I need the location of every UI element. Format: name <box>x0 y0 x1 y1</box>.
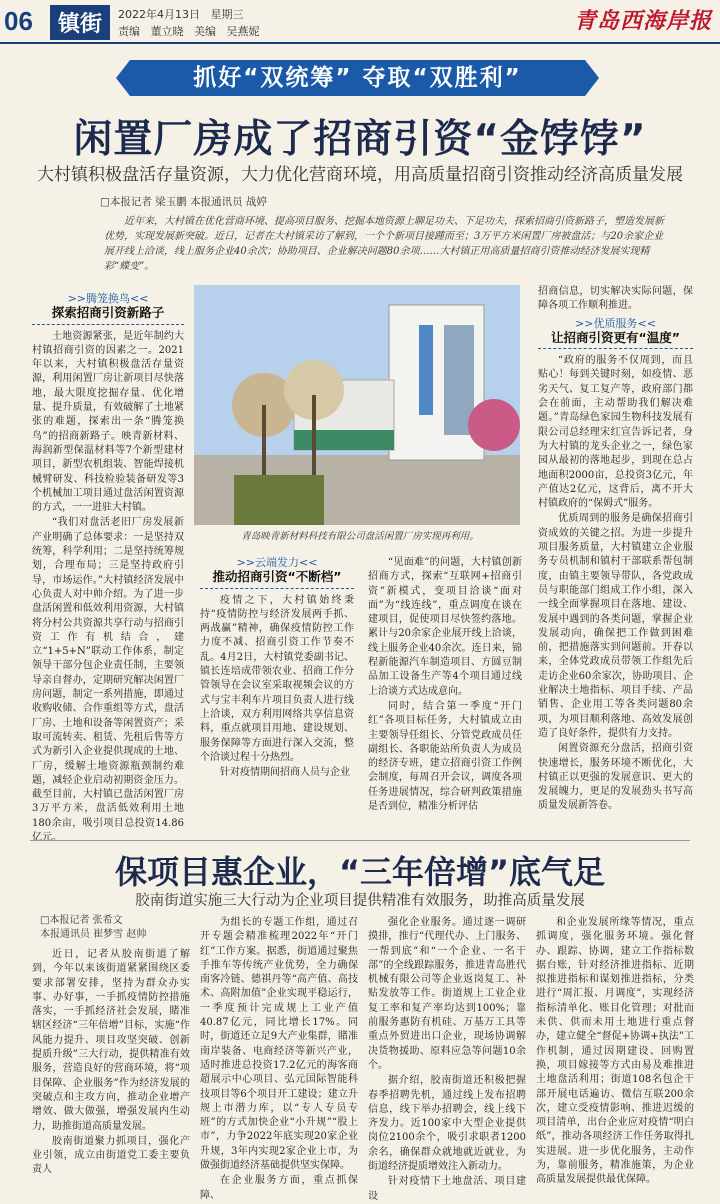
article2-column-3 <box>368 916 526 1202</box>
section-kicker: >>优质服务<< <box>575 316 656 330</box>
paragraph: 强化企业服务。通过逐一调研摸排，推行“代理代办、上门服务、一帮到底”和“一个企业、一名干部”的全线跟踪服务，推进青岛胜代机械有限公司等企业返岗复工、补贴发放等工作。街道规上工业企业复工率和复产率均达到100%；靠前服务惠防有机硅、万基万工具等重点外贸进出口企业，现场协调解决货物援助、原料应急等问题10余个。 <box>368 917 526 1071</box>
article2-column-4 <box>536 916 694 1186</box>
article2-column-2 <box>200 916 358 1201</box>
theme-banner: 抓好“双统筹” 夺取“双胜利” <box>130 60 585 96</box>
article1-byline: □本报记者 梁玉鹏 本报通讯员 战婷 <box>100 196 267 208</box>
editors-line: 责编 董立晓 美编 吴燕妮 <box>118 25 260 38</box>
paragraph: 疫情之下，大村镇始终秉持“疫情防控与经济发展两手抓、两战赢”精神，确保疫情防控工作力度不减、招商引资工作节奏不乱。4月2日，大村镇党委副书记、镇长连培成带领农业、招商工作分管领导在会议室采取视频会议的方式与宝丰利车片项目负责人进行线上洽谈，双方利用网络共享信息资料，重点就项目用地、建设规划、服务保障等方面进行深入交流，整个洽谈过程十分热烈。 <box>200 594 354 763</box>
article1-column-4 <box>538 285 693 835</box>
article-divider <box>30 840 690 841</box>
article2-column-1 <box>32 948 190 1176</box>
section-kicker: >>云端发力<< <box>236 556 318 569</box>
factory-photo <box>194 285 520 525</box>
section-heading: 让招商引资更有“温度” <box>538 331 693 349</box>
paragraph: 近日，记者从胶南街道了解到，今年以来该街道紧紧围绕区委要求部署安排，坚持为群众办实事、办好事，一手抓疫情防控措施落实，一手抓经济社会发展，賭准辖区经济“三年倍增”目标，实施“作风能力提升、项目攻坚突破、创新提质升级”三大行动，提供精准有效服务，营造良好的营商环境，将“项目保障、企业服务”作为经济发展的突破点和主攻方向，推动企业增产增效、做大做强，增强发展内生动力，助推街道高质量发展。 <box>32 949 190 1132</box>
article1-subtitle: 大村镇积极盘活存量资源，大力优化营商环境，用高质量招商引资推动经济高质量发展 <box>37 165 683 185</box>
paragraph: 招商信息，切实解决实际问题，保障各项工作顺利推进。 <box>538 286 693 312</box>
photo-caption: 青岛映青新材料科技有限公司盘活闲置厂房实现再利用。 <box>241 531 479 542</box>
paragraph: 为组长的专题工作组，通过召开专题会精准梳理2022年“开门红”工作方案。据悉，街道通过聚焦手推车等传统产业优势，全力确保南客冷链、德祺丹等“高产值、高技术、高附加值”企业实现平稳运行，一季度预计完成规上工业产值40.87亿元，同比增长17%。同时，街道还立足9大产业集群，賭准南岸装备、电商经济等新兴产业，适时推进总投资17.2亿元的海客商超展示中心项目、弘元国际智能科技项目等6个项目开工建设；建立升规上市潜力库，以“专人专员专班”的方式加快企业“小升规”“股上市”，力争2022年底实现20家企业升规，3年内实现2家企业上市，为做强街道经济基础提供坚实保障。 <box>200 917 358 1172</box>
article2-byline <box>40 914 200 942</box>
paragraph: 在企业服务方面，重点抓保障、 <box>200 1175 358 1201</box>
article1-title: 闲置厂房成了招商引资“金饽饽” <box>73 117 647 162</box>
page-number: 06 <box>4 6 33 36</box>
paragraph: 针对疫情期间招商人员与企业 <box>220 767 350 779</box>
article2-subtitle: 胶南街道实施三大行动为企业项目提供精准有效服务，助推高质量发展 <box>135 893 585 909</box>
article1-column-1 <box>32 292 184 843</box>
paragraph: 优质周到的服务是确保招商引资成效的关键之招。为进一步提升项目服务质量，大村镇建立企业服务专员机制和镇村干部联系帮包制度，由镇主要领导带队，各党政成员与职能部门组成工作小组，深入一线全面掌握项目在落地、建设、发展中遇到的各类问题，掌握企业发展动向，确保把工作做到困难前，把措施落实到问题前。开春以来，全体党政成员带领工作组先后走访企业60余家次，协助项目、企业解决土地指标、项目手续、产品销售、企业用工等各类问题80余项，为项目顺利落地、高效发展创造了良好条件，提供有力支持。 <box>538 513 693 739</box>
paragraph: 土地资源紧张，是近年制约大村镇招商引资的因素之一。2021年以来，大村镇积极盘活存量资源，利用闲置厂房让新项目尽快落地，最大限度挖掘存量、优化增量、提升质量，有效破解了土地紧张的难题，探索出一条“腾笼换鸟”的招商新路子。映青新材料、海润新型保温材料等7个新型建材项目，新型农机组装、智能焊接机械臂研发、科技检验装备研发等3个机械加工项目通过盘活闲置资源的方式，一一进驻大村镇。 <box>32 330 184 514</box>
section-name: 镇街 <box>50 5 110 40</box>
article1-intro: 近年来，大村镇在优化营商环境、提高项目服务、挖掘本地资源上聊足功夫、下足功夫，探索招商引资新路子，塑造发展新优势，实现发展新突破。近日，记者在大村镇采访了解到，一个个新项目接踵而至；3万平方米闲置厂房被盘活；与20余家企业展开线上洽谈，线上服务企业40余次；协助项目、企业解决问题80余项……大村镇正用高质量招商引资推动经济发展实现精彩“蝶变”。 <box>104 216 664 272</box>
article1-column-2 <box>200 556 354 834</box>
paragraph: 胶南街道聚力抓项目，强化产业引领，成立由街道党工委主要负责人 <box>32 1135 190 1176</box>
article1-column-3 <box>368 556 522 834</box>
section-heading: 推动招商引资“不断档” <box>200 570 354 588</box>
date-line: 2022年4月13日 星期三 <box>118 8 244 21</box>
paragraph: 和企业发展所缘等情况，重点抓调度，强化服务环境。强化督办、跟踪、协调，建立工作指标数据台账，针对经济推进指标、近期拟推进指标和谋划推进指标，分类进行“周汇报、月调度”，实现经济指标清单化、账目化管理；对批而未供、供而未用土地进行重点督办，建立健全“督促+协调+执法”工作机制，通过因期建设、回购置换，项目嫁接等方式由易及难推进土地盘活利用；街道108名包企干部开展电话遍访、微信互联200余次，建立受疫情影响、推进迟缓的项目清单，出台企业应对疫情“明白纸”，推动各项经济工作任务取得扎实进展。进一步优化服务，主动作为，靠前服务，精准施策，为企业高质量发展提供最优保障。 <box>536 917 694 1186</box>
paragraph: 闲置资源充分盘活，招商引资快速增长，服务环境不断优化，大村镇正以更强的发展意识、更大的发展魄力，更足的发展劲头书写高质量发展新答卷。 <box>538 743 693 812</box>
paragraph: “政府的服务不仅周到，而且贴心！每到关键时刻，如疫情、恶劣天气、复工复产等，政府部门都会在前面，主动帮助我们解决难题。”青岛绿色家园生物科技发展有限公司总经理宋红宣告诉记者，身为大村镇的龙头企业之一，绿色家园从最初的落地起步，到现在总占地面积2000亩，总投资3亿元，年产值达2亿元，这背后，离不开大村镇政府的“保姆式”服务。 <box>538 355 693 510</box>
page-header <box>0 0 720 44</box>
section-heading: 探索招商引资新路子 <box>32 306 184 324</box>
newspaper-logo: 青岛西海岸报 <box>573 8 712 34</box>
paragraph: 据介绍，胶南街道还积极把握春季招聘先机，通过线上发布招聘信息，线下举办招聘会，线上线下齐发力。近100家中大型企业提供岗位2100余个，吸引求职者1200余名，确保群众就地就近就业，为街道经济提质增效注入新动力。 <box>368 1075 526 1173</box>
paragraph: “见面难”的问题，大村镇创新招商方式，探索“互联网+招商引资”新模式，变项目洽谈“面对面”为“线连线”，重点调度在谈在建项目，促使项目尽快签约落地。累计与20余家企业展开线上洽谈，线上服务企业40余次。连日来，锦程新能源汽车制造项目、方圆豆制品加工设备生产等4个项目通过线上洽谈方式达成意向。 <box>368 557 522 697</box>
byline-line: 本报通讯员 崔梦雪 赵帅 <box>40 929 147 940</box>
article2-title: 保项目惠企业，“三年倍增”底气足 <box>114 853 606 891</box>
paragraph: 同时，结合第一季度“开门红”各项目标任务，大村镇成立由主要领导任组长、分管党政成员任副组长、各职能站所负责人为成员的经济专班，建立招商引资工作例会制度，每周召开会议，调度各项任务进展情况，综合研判政策措施是否到位，精准分析评估 <box>368 700 522 813</box>
byline-line: □本报记者 张希文 <box>40 915 123 926</box>
paragraph: 针对疫情下土地盘活、项目建设 <box>368 1176 526 1202</box>
paragraph: “我们对盘活老旧厂房发展新产业明确了总体要求：一是坚持双统筹，科学利用；二是坚持统筹规划，合理布局；三是坚持政府引导，市场运作。”大村镇经济发展中心负责人对中帅介绍。为了进一步盘活闲置和低效利用资源，大村镇将分村公共资源共享行动与招商引资工作有机结合，建立“1+5+N”联动工作体系，制定领导干部分包企业责任制，主要领导亲自督办，定期研究解决闲置厂房问题，制定一系列措施，即通过收购收储、合作重组等方式，盘活厂房、土地和设备等闲置资产；采取可流转卖、租赁、先租后售等方式为新引入企业提供现成的土地、厂房，缓解土地资源瓶颈制约难题，减轻企业启动初期资金压力。截至目前，大村镇已盘活闲置厂房3万平方米，盘活低效利用土地180余亩，吸引项目总投资14.86亿元。 <box>32 517 184 843</box>
section-kicker: >>腾笼换鸟<< <box>67 292 149 305</box>
